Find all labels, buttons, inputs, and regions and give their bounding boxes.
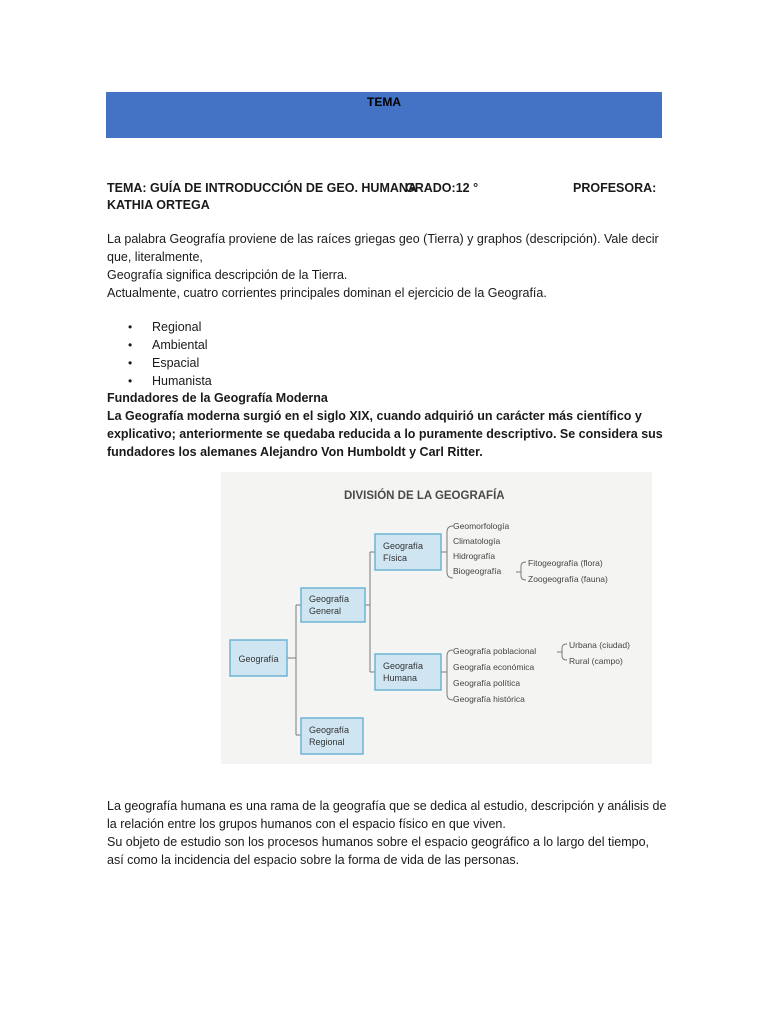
grade-label: GRADO:12 ° xyxy=(405,181,479,195)
teacher-name: KATHIA ORTEGA xyxy=(107,198,210,212)
banner-title: TEMA xyxy=(367,95,401,109)
branch-item: Geografía económica xyxy=(453,662,535,672)
closing-line: así como la incidencia del espacio sobre la forma de vida de las personas. xyxy=(107,853,520,867)
intro-line: que, literalmente, xyxy=(107,250,203,264)
bullet-icon: • xyxy=(128,374,133,388)
box-fisica xyxy=(375,534,441,570)
currents-list xyxy=(128,318,212,390)
teacher-label: PROFESORA: xyxy=(573,181,657,195)
branch-item: Zoogeografía (fauna) xyxy=(528,574,608,584)
list-item xyxy=(128,372,212,390)
bullet-icon: • xyxy=(128,356,133,370)
box-label: Geografía xyxy=(309,594,350,604)
branch-item: Geografía histórica xyxy=(453,694,525,704)
box-root xyxy=(230,640,287,676)
branch-item: Geografía poblacional xyxy=(453,646,537,656)
bullet-icon: • xyxy=(128,320,133,334)
branch-item: Hidrografía xyxy=(453,551,496,561)
list-item-label: Espacial xyxy=(152,356,200,370)
list-item xyxy=(128,354,212,372)
list-item-label: Ambiental xyxy=(152,338,208,352)
branch-item: Urbana (ciudad) xyxy=(569,640,630,650)
branch-item: Geografía política xyxy=(453,678,521,688)
geography-division-diagram xyxy=(221,472,652,764)
founders-line: fundadores los alemanes Alejandro Von Humboldt y Carl Ritter. xyxy=(107,445,483,459)
intro-line: La palabra Geografía proviene de las raíces griegas geo (Tierra) y graphos (descripción). Vale decir xyxy=(107,232,659,246)
branch-item: Climatología xyxy=(453,536,501,546)
box-label: Física xyxy=(383,553,408,563)
closing-line: Su objeto de estudio son los procesos humanos sobre el espacio geográfico a lo largo del tiempo, xyxy=(107,835,650,849)
humana-branches xyxy=(453,640,630,704)
bullet-icon: • xyxy=(128,338,133,352)
box-regional xyxy=(301,718,363,754)
box-label: Geografía xyxy=(383,541,424,551)
section-heading: Fundadores de la Geografía Moderna xyxy=(107,391,328,405)
intro-line: Actualmente, cuatro corrientes principales dominan el ejercicio de la Geografía. xyxy=(107,286,547,300)
intro-line: Geografía significa descripción de la Tierra. xyxy=(107,268,348,282)
founders-section xyxy=(107,389,667,461)
branch-item: Rural (campo) xyxy=(569,656,623,666)
box-humana xyxy=(375,654,441,690)
box-label: General xyxy=(309,606,342,616)
fisica-branches xyxy=(453,521,608,584)
founders-line: explicativo; anteriormente se quedaba reducida a lo puramente descriptivo. Se considera sus xyxy=(107,427,663,441)
list-item xyxy=(128,336,212,354)
closing-paragraph xyxy=(107,797,667,869)
box-label: Geografía xyxy=(383,661,424,671)
box-general xyxy=(301,588,365,622)
list-item xyxy=(128,318,212,336)
branch-item: Biogeografía xyxy=(453,566,502,576)
diagram-title: DIVISIÓN DE LA GEOGRAFÍA xyxy=(344,490,505,502)
list-item-label: Humanista xyxy=(152,374,212,388)
box-label: Humana xyxy=(383,673,418,683)
branch-item: Geomorfología xyxy=(453,521,510,531)
intro-paragraph xyxy=(107,230,667,302)
title-banner xyxy=(106,92,662,138)
founders-line: La Geografía moderna surgió en el siglo XIX, cuando adquirió un carácter más científico y xyxy=(107,409,642,423)
branch-item: Fitogeografía (flora) xyxy=(528,558,603,568)
topic-label: TEMA: GUÍA DE INTRODUCCIÓN DE GEO. HUMANA xyxy=(107,181,417,195)
document-header xyxy=(107,180,662,214)
box-label: Geografía xyxy=(238,654,279,664)
closing-line: La geografía humana es una rama de la geografía que se dedica al estudio, descripción y análisis de xyxy=(107,799,667,813)
box-label: Regional xyxy=(309,737,345,747)
closing-line: la relación entre los grupos humanos con el espacio físico en que viven. xyxy=(107,817,506,831)
box-label: Geografía xyxy=(309,725,350,735)
list-item-label: Regional xyxy=(152,320,202,334)
